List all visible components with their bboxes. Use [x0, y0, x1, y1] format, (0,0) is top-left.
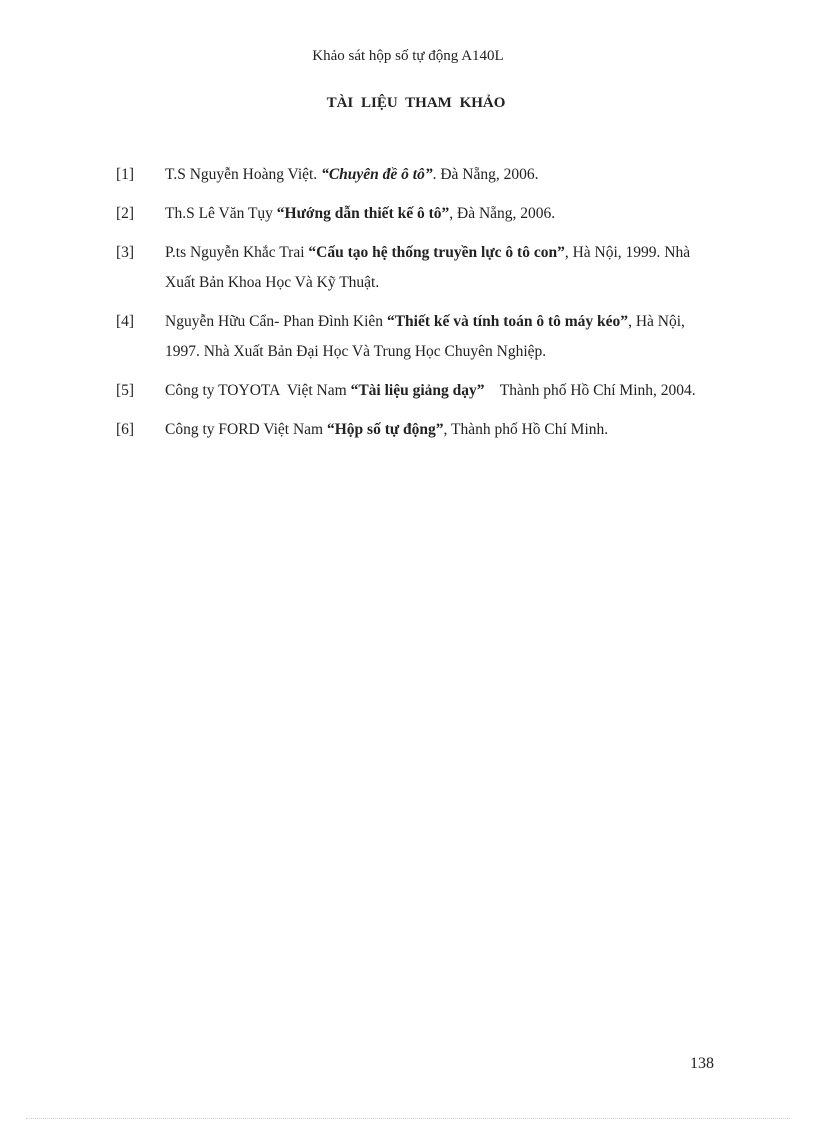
reference-item	[116, 376, 716, 406]
reference-number: [3]	[116, 244, 135, 261]
reference-work-title: “Cấu tạo hệ thống truyền lực ô tô con”	[308, 244, 565, 261]
page-number: 138	[690, 1055, 714, 1072]
section-title: TÀI LIỆU THAM KHẢO	[326, 95, 506, 111]
reference-list	[116, 160, 716, 454]
reference-text: Th.S Lê Văn Tụy “Hướng dẫn thiết kế ô tô”, Đà Nẵng, 2006.	[165, 205, 556, 222]
reference-work-title: “Thiết kế và tính toán ô tô máy kéo”	[386, 313, 629, 330]
reference-item	[116, 415, 716, 445]
reference-number: [2]	[116, 205, 135, 222]
reference-number: [6]	[116, 421, 135, 438]
reference-text: Công ty FORD Việt Nam “Hộp số tự động”, Thành phố Hồ Chí Minh.	[165, 421, 609, 438]
reference-item	[116, 199, 716, 229]
reference-text: Nguyễn Hữu Cẩn- Phan Đình Kiên “Thiết kế và tính toán ô tô máy kéo”, Hà Nội, 1997. Nhà Xuất Bản Đại Học Và Trung Học Chuyên Nghiệp.	[165, 313, 685, 360]
reference-item	[116, 238, 716, 298]
reference-work-title: “Chuyên đề ô tô”	[321, 166, 433, 183]
reference-number: [4]	[116, 313, 135, 330]
reference-item	[116, 160, 716, 190]
reference-text: Công ty TOYOTA Việt Nam “Tài liệu giảng dạy” Thành phố Hồ Chí Minh, 2004.	[165, 382, 696, 399]
reference-work-title: “Hướng dẫn thiết kế ô tô”	[276, 205, 450, 222]
reference-text: T.S Nguyễn Hoàng Việt. “Chuyên đề ô tô”. Đà Nẵng, 2006.	[165, 166, 539, 183]
reference-text: P.ts Nguyễn Khắc Trai “Cấu tạo hệ thống truyền lực ô tô con”, Hà Nội, 1999. Nhà Xuất Bản Khoa Học Và Kỹ Thuật.	[165, 244, 691, 291]
reference-number: [5]	[116, 382, 135, 399]
page-bottom-divider	[26, 1118, 790, 1119]
reference-work-title: “Tài liệu giảng dạy”	[350, 382, 485, 399]
running-header: Khảo sát hộp số tự động A140L	[312, 48, 504, 64]
reference-item	[116, 307, 716, 367]
reference-number: [1]	[116, 166, 135, 183]
reference-work-title: “Hộp số tự động”	[326, 421, 444, 438]
